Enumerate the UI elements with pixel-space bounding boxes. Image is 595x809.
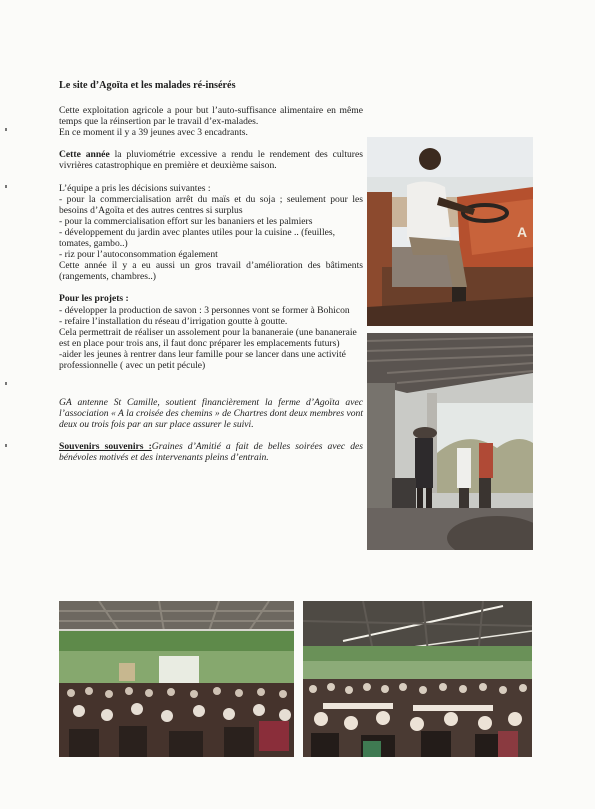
shed-photo: [367, 333, 533, 550]
tractor-photo: [367, 137, 533, 326]
year-text: la pluviométrie excessive a rendu le rendement des cultures vivrières catastrophique en première et deuxième saison.: [59, 149, 363, 172]
souvenirs-heading: Souvenirs souvenirs :: [59, 441, 152, 453]
intro-paragraph: Cette exploitation agricole a pour but l’auto-suffisance alimentaire en même temps que la réinsertion par le travail d’ex-malades.: [59, 105, 363, 128]
project-item: - développer la production de savon : 3 personnes vont se former à Bohicon: [59, 304, 350, 316]
intro-count: En ce moment il y a 39 jeunes avec 3 encadrants.: [59, 127, 248, 139]
project-item: -aider les jeunes à rentrer dans leur famille pour se lancer dans une activité professionnelle ( avec un petit pécule): [59, 348, 346, 371]
scan-mark: [5, 185, 7, 188]
scan-mark: [5, 128, 7, 131]
decision-item: - pour la commercialisation effort sur les bananiers et les palmiers: [59, 215, 313, 227]
scan-mark: [5, 382, 7, 385]
support-paragraph: GA antenne St Camille, soutient financièrement la ferme d’Agoïta avec l’association « A la croisée des chemins » de Chartres dont deux membres vont deux ou trois fois par an sur place assurer le suivi.: [59, 397, 363, 431]
decisions-intro: L’équipe a pris les décisions suivantes :: [59, 182, 211, 194]
year-heading: Cette année: [59, 149, 110, 161]
hall-dinner-photo: [303, 601, 532, 757]
project-item: Cela permettrait de réaliser un assolement pour la bananeraie (une bananeraie est en place pour trois ans, il faut donc préparer les emplacements futurs): [59, 326, 357, 349]
project-item: - refaire l’installation du réseau d’irrigation goutte à goutte.: [59, 315, 288, 327]
projects-heading: Pour les projets :: [59, 293, 129, 305]
decision-item: - développement du jardin avec plantes utiles pour la cuisine .. (feuilles, tomates, gambo..): [59, 226, 335, 250]
decision-item: - riz pour l’autoconsommation également: [59, 249, 218, 261]
improvement-text: Cette année il y a eu aussi un gros travail d’amélioration des bâtiments (rangements, chambres..): [59, 260, 363, 283]
decision-item: - pour la commercialisation arrêt du maïs et du soja ; seulement pour les besoins d’Agoïta et des autres centres si surplus: [59, 193, 363, 216]
souvenirs-text: Graines d’Amitié a fait de belles soirées avec des bénévoles motivés et des intervenants pleins d’entrain.: [59, 441, 363, 464]
year-paragraph: [59, 149, 363, 171]
svg-text:A: A: [517, 224, 528, 240]
souvenirs-paragraph: [59, 441, 363, 463]
article-title: Le site d’Agoïta et les malades ré-insérés: [59, 80, 236, 91]
hall-evening-photo: [59, 601, 294, 757]
scan-mark: [5, 444, 7, 447]
article-text: [59, 80, 363, 464]
